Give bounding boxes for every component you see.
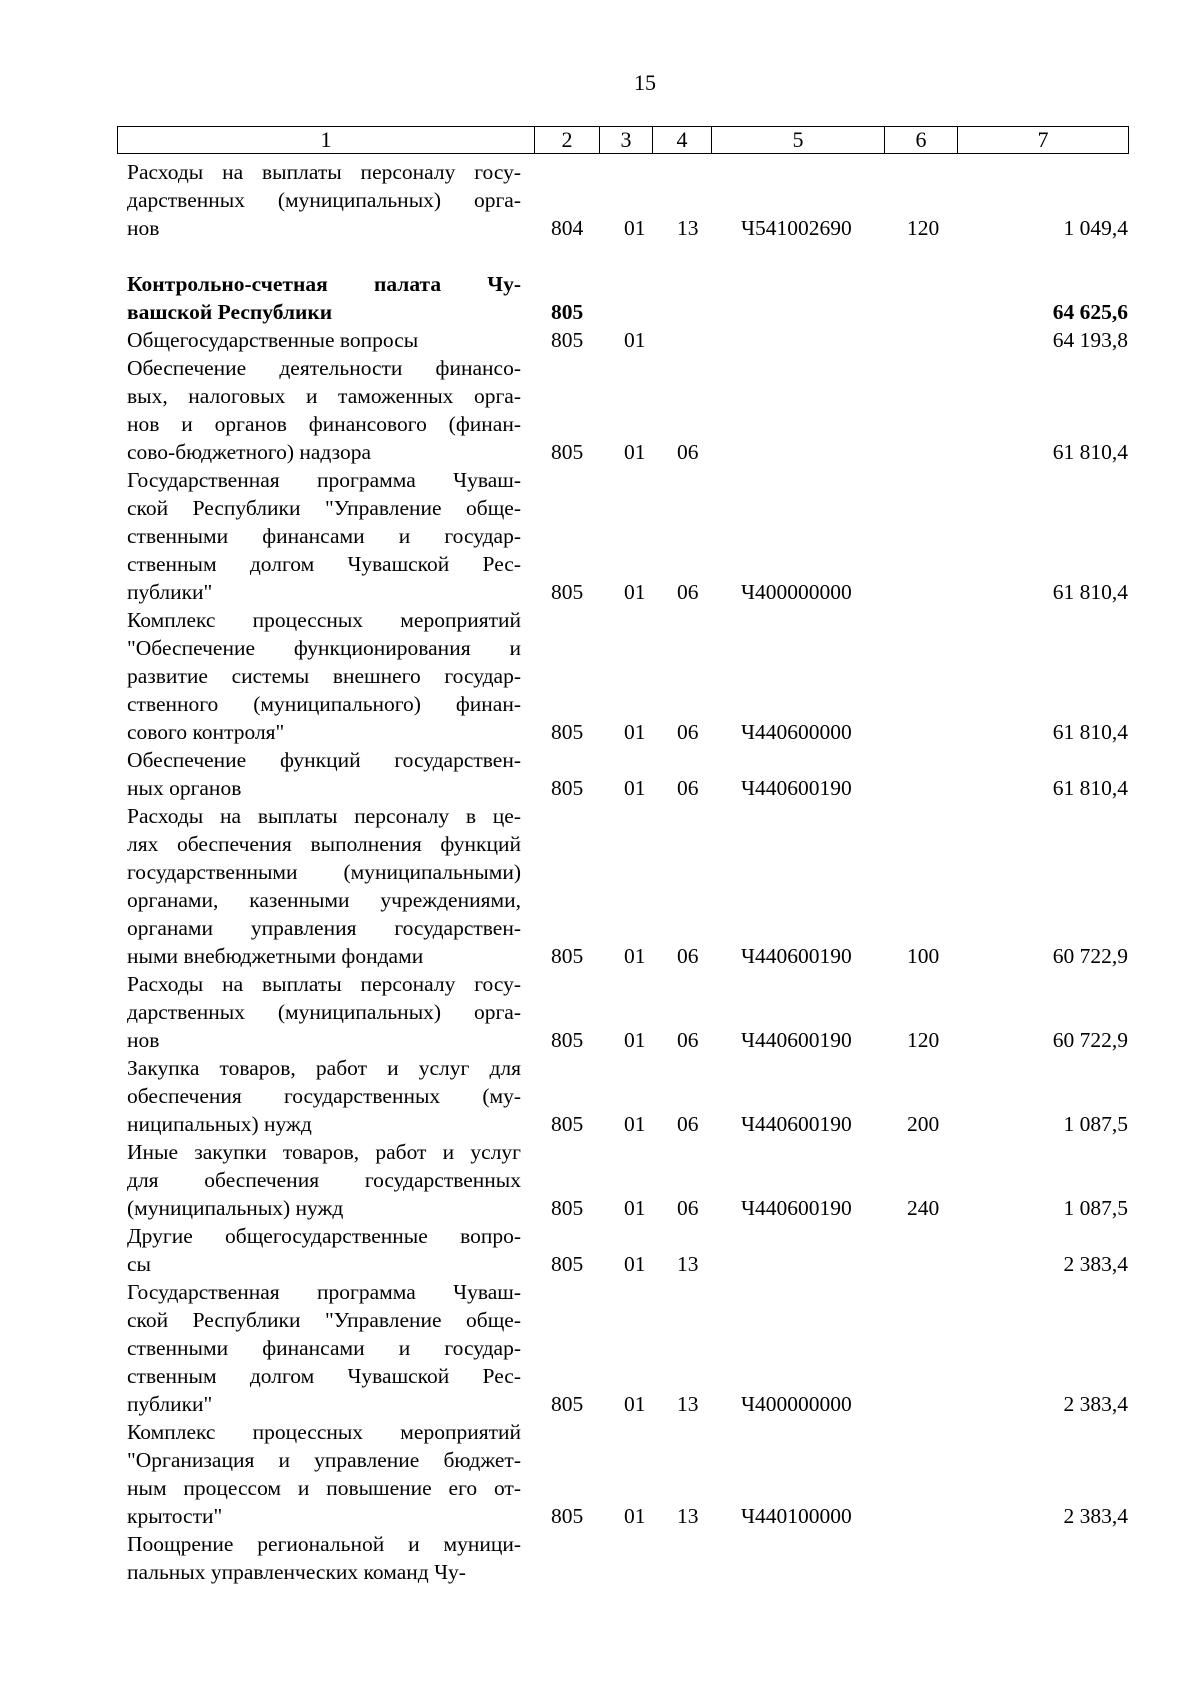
- subsection-cell: 13: [677, 216, 699, 240]
- description-line: Контрольно-счетная палата Чу-: [127, 272, 521, 296]
- description-line: дарственных (муниципальных) орга-: [127, 188, 521, 212]
- admin-code-cell: 805: [551, 1392, 584, 1416]
- description-line: (муниципальных) нужд: [127, 1196, 344, 1220]
- section-cell: 01: [624, 1028, 646, 1052]
- target-article-cell: Ч440600000: [741, 720, 852, 744]
- section-cell: 01: [624, 1252, 646, 1276]
- section-cell: 01: [624, 580, 646, 604]
- admin-code-cell: 805: [551, 1028, 584, 1052]
- target-article-cell: Ч440600190: [741, 1112, 852, 1136]
- description-line: Расходы на выплаты персоналу госу-: [127, 160, 521, 184]
- amount-cell: 60 722,9: [1052, 944, 1128, 968]
- description-line: сово-бюджетного) надзора: [127, 440, 372, 464]
- description-line: ственными финансами и государ-: [127, 524, 521, 548]
- amount-cell: 61 810,4: [1052, 580, 1128, 604]
- description-line: ственными финансами и государ-: [127, 1336, 521, 1360]
- column-header-2: 2: [535, 127, 600, 154]
- description-line: ской Республики "Управление обще-: [127, 496, 521, 520]
- subsection-cell: 06: [677, 944, 699, 968]
- admin-code-cell: 804: [551, 216, 584, 240]
- description-line: ными внебюджетными фондами: [127, 944, 424, 968]
- section-cell: 01: [624, 1112, 646, 1136]
- expense-type-cell: 120: [907, 216, 940, 240]
- section-cell: 01: [624, 440, 646, 464]
- amount-cell: 64 625,6: [1052, 300, 1128, 324]
- target-article-cell: Ч440100000: [741, 1504, 852, 1528]
- description-line: ственным долгом Чувашской Рес-: [127, 1364, 521, 1388]
- admin-code-cell: 805: [551, 1112, 584, 1136]
- description-line: дарственных (муниципальных) орга-: [127, 1000, 521, 1024]
- amount-cell: 1 049,4: [1063, 216, 1128, 240]
- target-article-cell: Ч400000000: [741, 1392, 852, 1416]
- subsection-cell: 06: [677, 440, 699, 464]
- description-line: ных органов: [127, 776, 242, 800]
- description-line: "Организация и управление бюджет-: [127, 1448, 521, 1472]
- description-line: Государственная программа Чуваш-: [127, 1280, 521, 1304]
- subsection-cell: 06: [677, 776, 699, 800]
- column-header-7: 7: [958, 127, 1129, 154]
- description-line: для обеспечения государственных: [127, 1168, 521, 1192]
- admin-code-cell: 805: [551, 440, 584, 464]
- subsection-cell: 13: [677, 1504, 699, 1528]
- description-line: "Обеспечение функционирования и: [127, 636, 521, 660]
- expense-type-cell: 200: [907, 1112, 940, 1136]
- section-cell: 01: [624, 1392, 646, 1416]
- description-line: Расходы на выплаты персоналу госу-: [127, 972, 521, 996]
- description-line: Обеспечение деятельности финансо-: [127, 356, 521, 380]
- description-line: Общегосударственные вопросы: [127, 328, 419, 352]
- subsection-cell: 13: [677, 1252, 699, 1276]
- description-line: Комплекс процессных мероприятий: [127, 608, 521, 632]
- section-cell: 01: [624, 1504, 646, 1528]
- page-number: 15: [634, 70, 656, 95]
- description-line: Расходы на выплаты персоналу в це-: [127, 804, 521, 828]
- subsection-cell: 06: [677, 1028, 699, 1052]
- amount-cell: 64 193,8: [1052, 328, 1128, 352]
- column-header-5: 5: [712, 127, 885, 154]
- admin-code-cell: 805: [551, 1504, 584, 1528]
- expense-type-cell: 240: [907, 1196, 940, 1220]
- description-line: ственного (муниципального) финан-: [127, 692, 521, 716]
- description-line: развитие системы внешнего государ-: [127, 664, 521, 688]
- section-cell: 01: [624, 328, 646, 352]
- amount-cell: 61 810,4: [1052, 776, 1128, 800]
- description-line: ниципальных) нужд: [127, 1112, 312, 1136]
- description-line: ской Республики "Управление обще-: [127, 1308, 521, 1332]
- description-line: Государственная программа Чуваш-: [127, 468, 521, 492]
- subsection-cell: 06: [677, 580, 699, 604]
- description-line: лях обеспечения выполнения функций: [127, 832, 521, 856]
- description-line: ственным долгом Чувашской Рес-: [127, 552, 521, 576]
- description-line: крытости": [127, 1504, 223, 1528]
- description-line: органами управления государствен-: [127, 916, 521, 940]
- expense-type-cell: 120: [907, 1028, 940, 1052]
- section-cell: 01: [624, 1196, 646, 1220]
- amount-cell: 60 722,9: [1052, 1028, 1128, 1052]
- column-header-1: 1: [118, 127, 535, 154]
- amount-cell: 2 383,4: [1063, 1504, 1128, 1528]
- description-line: ным процессом и повышение его от-: [127, 1476, 521, 1500]
- description-line: пальных управленческих команд Чу-: [127, 1560, 466, 1584]
- admin-code-cell: 805: [551, 720, 584, 744]
- description-line: Закупка товаров, работ и услуг для: [127, 1056, 521, 1080]
- description-line: сы: [127, 1252, 151, 1276]
- description-line: Обеспечение функций государствен-: [127, 748, 521, 772]
- column-header-6: 6: [885, 127, 958, 154]
- amount-cell: 2 383,4: [1063, 1392, 1128, 1416]
- column-header-row: [118, 127, 1129, 154]
- target-article-cell: Ч400000000: [741, 580, 852, 604]
- description-line: обеспечения государственных (му-: [127, 1084, 521, 1108]
- admin-code-cell: 805: [551, 944, 584, 968]
- description-line: вых, налоговых и таможенных орга-: [127, 384, 521, 408]
- row-description: [127, 1530, 521, 1586]
- description-line: Комплекс процессных мероприятий: [127, 1420, 521, 1444]
- amount-cell: 61 810,4: [1052, 440, 1128, 464]
- description-line: сового контроля": [127, 720, 285, 744]
- section-cell: 01: [624, 720, 646, 744]
- target-article-cell: Ч440600190: [741, 776, 852, 800]
- description-line: Иные закупки товаров, работ и услуг: [127, 1140, 521, 1164]
- description-line: Поощрение региональной и муници-: [127, 1532, 521, 1556]
- subsection-cell: 06: [677, 720, 699, 744]
- description-line: органами, казенными учреждениями,: [127, 888, 521, 912]
- subsection-cell: 13: [677, 1392, 699, 1416]
- admin-code-cell: 805: [551, 300, 584, 324]
- admin-code-cell: 805: [551, 580, 584, 604]
- description-line: публики": [127, 1392, 213, 1416]
- target-article-cell: Ч440600190: [741, 1028, 852, 1052]
- column-header-4: 4: [653, 127, 712, 154]
- description-line: нов: [127, 216, 160, 240]
- section-cell: 01: [624, 776, 646, 800]
- description-line: нов: [127, 1028, 160, 1052]
- section-cell: 01: [624, 216, 646, 240]
- description-line: публики": [127, 580, 213, 604]
- description-line: нов и органов финансового (финан-: [127, 412, 521, 436]
- target-article-cell: Ч541002690: [741, 216, 852, 240]
- target-article-cell: Ч440600190: [741, 944, 852, 968]
- admin-code-cell: 805: [551, 1196, 584, 1220]
- admin-code-cell: 805: [551, 328, 584, 352]
- admin-code-cell: 805: [551, 1252, 584, 1276]
- column-header-table: [117, 126, 1129, 154]
- column-header-3: 3: [600, 127, 653, 154]
- description-line: вашской Республики: [127, 300, 333, 324]
- admin-code-cell: 805: [551, 776, 584, 800]
- expense-type-cell: 100: [907, 944, 940, 968]
- description-line: государственными (муниципальными): [127, 860, 521, 884]
- target-article-cell: Ч440600190: [741, 1196, 852, 1220]
- description-line: Другие общегосударственные вопро-: [127, 1224, 521, 1248]
- amount-cell: 1 087,5: [1063, 1112, 1128, 1136]
- amount-cell: 2 383,4: [1063, 1252, 1128, 1276]
- section-cell: 01: [624, 944, 646, 968]
- amount-cell: 61 810,4: [1052, 720, 1128, 744]
- subsection-cell: 06: [677, 1112, 699, 1136]
- amount-cell: 1 087,5: [1063, 1196, 1128, 1220]
- subsection-cell: 06: [677, 1196, 699, 1220]
